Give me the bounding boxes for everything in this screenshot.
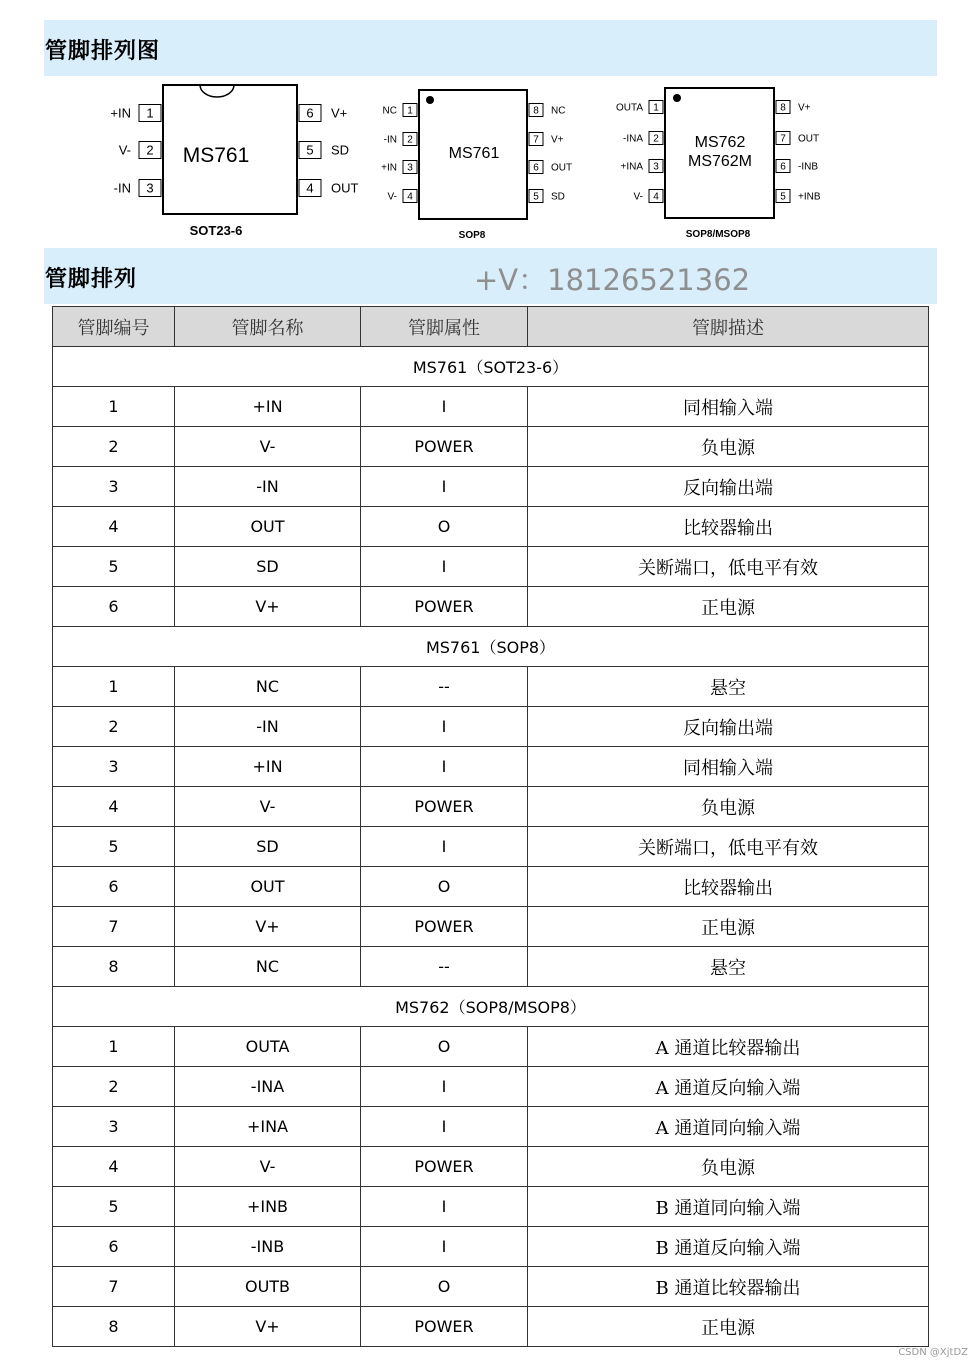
pin	[119, 142, 161, 159]
table-row	[53, 1147, 929, 1187]
pin-name-cell: +INB	[175, 1187, 361, 1227]
pin-name-cell: V-	[175, 1147, 361, 1187]
pin-number-cell: 7	[53, 907, 175, 947]
pin-name: -IN	[383, 134, 397, 146]
pin-description-cell: 负电源	[528, 787, 929, 827]
pin-number-cell: 8	[53, 1307, 175, 1347]
pin-name: NC	[382, 105, 397, 117]
pin-number-cell: 6	[53, 867, 175, 907]
table-group-row	[53, 987, 929, 1027]
table-row	[53, 1187, 929, 1227]
pin-description-cell: 关断端口，低电平有效	[528, 827, 929, 867]
pin-name-cell: OUTB	[175, 1267, 361, 1307]
pin-description-cell: 负电源	[528, 427, 929, 467]
pin-name: -INB	[798, 161, 818, 173]
pin-description-cell: 反向输出端	[528, 467, 929, 507]
pin-name: +IN	[381, 162, 397, 174]
pin-name: OUT	[798, 133, 820, 145]
pin-number-cell: 5	[53, 547, 175, 587]
header-pin-description: 管脚描述	[528, 307, 929, 347]
pin-description-cell: 悬空	[528, 947, 929, 987]
left-pins	[381, 104, 417, 203]
pin-name-cell: OUT	[175, 867, 361, 907]
pin-name: V+	[551, 134, 564, 146]
pin-number: 2	[146, 142, 154, 158]
pin-number-cell: 6	[53, 1227, 175, 1267]
table-row	[53, 787, 929, 827]
pin-name-cell: SD	[175, 827, 361, 867]
pin-description-cell: A 通道比较器输出	[528, 1027, 929, 1067]
pin-number: 2	[653, 133, 659, 145]
table-row	[53, 467, 929, 507]
pin-description-cell: 正电源	[528, 1307, 929, 1347]
pin-name-cell: -INA	[175, 1067, 361, 1107]
pin-description-cell: 负电源	[528, 1147, 929, 1187]
pin	[114, 180, 161, 197]
pin	[776, 160, 818, 173]
pin-number: 8	[533, 105, 539, 117]
pinout-section-title: 管脚排列图	[45, 39, 161, 64]
pin-description-cell: B 通道反向输入端	[528, 1227, 929, 1267]
pin-name: SD	[331, 142, 350, 158]
table-row	[53, 827, 929, 867]
pin	[529, 161, 572, 174]
pin	[299, 180, 359, 197]
pin-description-cell: B 通道同向输入端	[528, 1187, 929, 1227]
pinout-section-header	[44, 20, 937, 76]
pin-attribute-cell: --	[361, 947, 528, 987]
pin-number-cell: 4	[53, 1147, 175, 1187]
pin-number-cell: 2	[53, 427, 175, 467]
chip-label: MS762	[694, 134, 746, 151]
pin-name: V+	[798, 102, 811, 114]
footer-watermark: CSDN @XjtDZ	[898, 1347, 968, 1358]
pin-name: OUT	[551, 162, 573, 174]
pin	[634, 190, 663, 203]
pin-number-cell: 2	[53, 707, 175, 747]
pin-name-cell: V-	[175, 427, 361, 467]
pin-attribute-cell: POWER	[361, 427, 528, 467]
pin-attribute-cell: POWER	[361, 907, 528, 947]
table-group-row	[53, 347, 929, 387]
table-row	[53, 867, 929, 907]
pin-attribute-cell: I	[361, 1187, 528, 1227]
chip-label: MS761	[182, 144, 250, 167]
pin-name-cell: OUTA	[175, 1027, 361, 1067]
table-row	[53, 427, 929, 467]
pin-description-cell: 同相输入端	[528, 387, 929, 427]
table-row	[53, 667, 929, 707]
pin-number-cell: 1	[53, 667, 175, 707]
left-pins	[616, 101, 663, 203]
table-header-row	[53, 307, 929, 347]
pin-description-cell: B 通道比较器输出	[528, 1267, 929, 1307]
pin-name: V-	[633, 191, 643, 203]
pin-attribute-cell: I	[361, 1067, 528, 1107]
pin-number-cell: 4	[53, 787, 175, 827]
table-row	[53, 1307, 929, 1347]
pin-name-cell: -IN	[175, 707, 361, 747]
group-title: MS761（SOP8）	[53, 627, 929, 667]
pin	[529, 190, 565, 203]
right-pins	[529, 104, 572, 203]
pin-number-cell: 3	[53, 467, 175, 507]
pin-description-cell: A 通道同向输入端	[528, 1107, 929, 1147]
pin-attribute-cell: O	[361, 867, 528, 907]
pin-description-cell: 比较器输出	[528, 507, 929, 547]
pin-description-cell: 正电源	[528, 907, 929, 947]
pin-attribute-cell: --	[361, 667, 528, 707]
table-row	[53, 1067, 929, 1107]
pin-attribute-cell: POWER	[361, 1307, 528, 1347]
pin	[620, 160, 663, 173]
pin-number-cell: 5	[53, 1187, 175, 1227]
pin-name-cell: V-	[175, 787, 361, 827]
pin	[299, 142, 349, 159]
header-pin-number: 管脚编号	[53, 307, 175, 347]
pin-attribute-cell: O	[361, 507, 528, 547]
pin-attribute-cell: POWER	[361, 587, 528, 627]
pin-number: 7	[780, 133, 786, 145]
pin-attribute-cell: POWER	[361, 1147, 528, 1187]
pin-attribute-cell: I	[361, 387, 528, 427]
pin	[616, 101, 663, 114]
pin-number: 1	[146, 105, 154, 121]
pin-attribute-cell: O	[361, 1267, 528, 1307]
chip-label: MS761	[448, 145, 500, 162]
pin-description-cell: 悬空	[528, 667, 929, 707]
sop8-msop8-pinout-diagram	[606, 84, 846, 244]
pin-name-cell: V+	[175, 1307, 361, 1347]
pin	[110, 105, 161, 122]
package-label: SOP8	[458, 230, 486, 241]
pin-name-cell: -INB	[175, 1227, 361, 1267]
chip-label-2: MS762M	[687, 153, 753, 170]
pin-name: V-	[387, 191, 397, 203]
pin-name: OUTA	[615, 102, 643, 114]
table-row	[53, 1227, 929, 1267]
pin	[381, 161, 417, 174]
pin-number-cell: 3	[53, 747, 175, 787]
pin	[529, 133, 564, 146]
pin-number: 6	[533, 162, 539, 174]
pin-name-cell: OUT	[175, 507, 361, 547]
pin-number-cell: 3	[53, 1107, 175, 1147]
pin-attribute-cell: I	[361, 707, 528, 747]
right-pins	[299, 105, 359, 197]
pin-attribute-cell: I	[361, 467, 528, 507]
pin	[776, 132, 819, 145]
pin-number-cell: 4	[53, 507, 175, 547]
pin-number: 5	[533, 191, 539, 203]
table-row	[53, 547, 929, 587]
sop8-pinout-diagram	[372, 86, 592, 246]
pin-table	[52, 306, 929, 1347]
package-label: SOT23-6	[189, 223, 243, 238]
pin-attribute-cell: I	[361, 547, 528, 587]
pin-number-cell: 6	[53, 587, 175, 627]
pin-number: 4	[306, 180, 314, 196]
pin-description-cell: 反向输出端	[528, 707, 929, 747]
pin	[384, 133, 417, 146]
pin-number: 7	[533, 134, 539, 146]
pin-name-cell: V+	[175, 587, 361, 627]
pin	[299, 105, 347, 122]
pin-description-cell: A 通道反向输入端	[528, 1067, 929, 1107]
pin-name: +INB	[798, 191, 821, 203]
pin	[776, 101, 811, 114]
pin-number: 4	[653, 191, 659, 203]
table-row	[53, 747, 929, 787]
pin-number: 5	[780, 191, 786, 203]
pin-number-cell: 5	[53, 827, 175, 867]
pin-name-cell: NC	[175, 667, 361, 707]
pin-attribute-cell: POWER	[361, 787, 528, 827]
pin-name-cell: SD	[175, 547, 361, 587]
pin-description-cell: 正电源	[528, 587, 929, 627]
pin	[529, 104, 565, 117]
pin-name: SD	[551, 191, 565, 203]
pin-name-cell: NC	[175, 947, 361, 987]
header-pin-attribute: 管脚属性	[361, 307, 528, 347]
pin-name: +IN	[110, 105, 131, 121]
pin-name: +INA	[620, 161, 643, 173]
pin-number: 1	[653, 102, 659, 114]
pin-number: 5	[306, 142, 314, 158]
pin-description-cell: 关断端口，低电平有效	[528, 547, 929, 587]
sot23-6-pinout-diagram	[100, 82, 359, 242]
right-pins	[776, 101, 821, 203]
pin-attribute-cell: I	[361, 747, 528, 787]
contact-phone: +V：18126521362	[474, 263, 751, 297]
pin-name: -INA	[623, 133, 643, 145]
package-label: SOP8/MSOP8	[685, 229, 751, 240]
left-pins	[110, 105, 161, 197]
pin-description-cell: 同相输入端	[528, 747, 929, 787]
pin-number-cell: 7	[53, 1267, 175, 1307]
pin	[388, 190, 417, 203]
table-row	[53, 587, 929, 627]
pin-name: OUT	[331, 180, 359, 196]
table-row	[53, 707, 929, 747]
pin-number-cell: 1	[53, 387, 175, 427]
pin-description-cell: 比较器输出	[528, 867, 929, 907]
pin-number-cell: 2	[53, 1067, 175, 1107]
pin	[623, 132, 663, 145]
table-row	[53, 1027, 929, 1067]
table-row	[53, 907, 929, 947]
pin-attribute-cell: I	[361, 1227, 528, 1267]
pin-name: NC	[551, 105, 566, 117]
pin-number: 4	[407, 191, 413, 203]
table-row	[53, 507, 929, 547]
pin-attribute-cell: I	[361, 827, 528, 867]
pin-number: 6	[780, 161, 786, 173]
table-row	[53, 1107, 929, 1147]
pin-number-cell: 8	[53, 947, 175, 987]
header-pin-name: 管脚名称	[175, 307, 361, 347]
table-row	[53, 947, 929, 987]
group-title: MS761（SOT23-6）	[53, 347, 929, 387]
pin-number: 3	[653, 161, 659, 173]
pin-number-cell: 1	[53, 1027, 175, 1067]
pin-number: 3	[146, 180, 154, 196]
table-group-row	[53, 627, 929, 667]
pin-number: 2	[407, 134, 413, 146]
pin-name-cell: V+	[175, 907, 361, 947]
table-row	[53, 1267, 929, 1307]
table-row	[53, 387, 929, 427]
pin	[776, 190, 821, 203]
pin-name: V-	[118, 142, 131, 158]
pin	[383, 104, 417, 117]
pin-name: V+	[331, 105, 348, 121]
pin-number: 1	[407, 105, 413, 117]
pin-attribute-cell: I	[361, 1107, 528, 1147]
group-title: MS762（SOP8/MSOP8）	[53, 987, 929, 1027]
pin-number: 8	[780, 102, 786, 114]
pin-name-cell: -IN	[175, 467, 361, 507]
pin-name: -IN	[113, 180, 131, 196]
pin-name-cell: +IN	[175, 747, 361, 787]
pin-name-cell: +IN	[175, 387, 361, 427]
pin-number: 3	[407, 162, 413, 174]
pin-number: 6	[306, 105, 314, 121]
pin-list-section-title: 管脚排列	[45, 267, 138, 292]
pin-name-cell: +INA	[175, 1107, 361, 1147]
pin-attribute-cell: O	[361, 1027, 528, 1067]
